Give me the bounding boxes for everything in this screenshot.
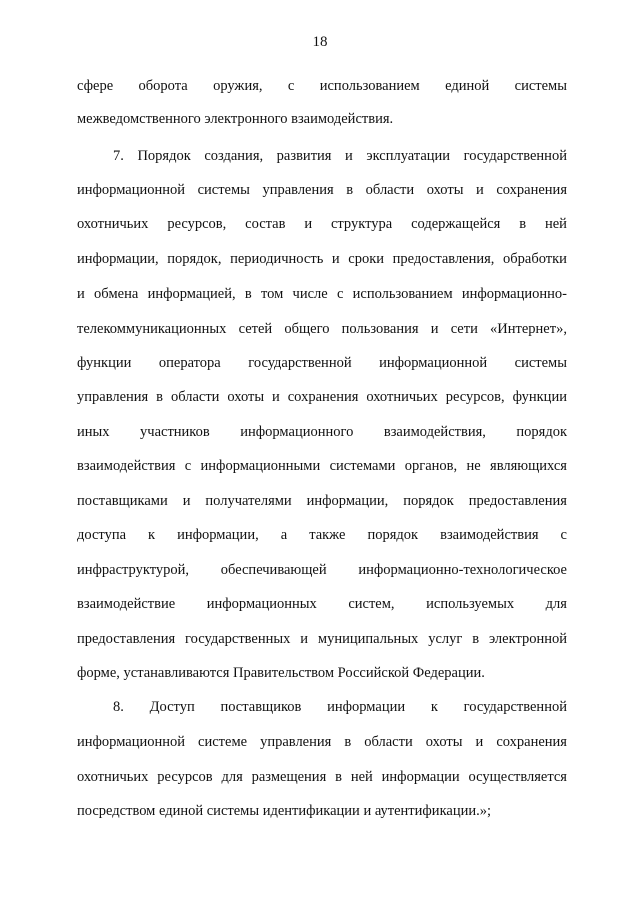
text-line-1: сфере оборота оружия, с использованием единой системы	[77, 78, 567, 94]
text-line-4: информационной системы управления в области охоты и сохранения	[77, 182, 567, 198]
text-line-10: управления в области охоты и сохранения охотничьих ресурсов, функции	[77, 389, 567, 405]
text-line-22: посредством единой системы идентификации и аутентификации.»;	[77, 803, 492, 819]
text-line-5: охотничьих ресурсов, состав и структура содержащейся в ней	[77, 216, 567, 232]
text-line-18: форме, устанавливаются Правительством Российской Федерации.	[77, 665, 485, 681]
text-line-16: взаимодействие информационных систем, используемых для	[77, 596, 567, 612]
text-line-14: доступа к информации, а также порядок взаимодействия с	[77, 527, 567, 543]
text-line-12: взаимодействия с информационными системами органов, не являющихся	[77, 458, 567, 474]
text-line-19: 8. Доступ поставщиков информации к государственной	[113, 699, 567, 715]
text-line-17: предоставления государственных и муниципальных услуг в электронной	[77, 631, 567, 647]
text-line-21: охотничьих ресурсов для размещения в ней информации осуществляется	[77, 769, 567, 785]
text-line-7: и обмена информацией, в том числе с использованием информационно-	[77, 286, 567, 302]
text-line-2: межведомственного электронного взаимодействия.	[77, 111, 394, 127]
page-number: 18	[312, 34, 328, 50]
text-line-20: информационной системе управления в области охоты и сохранения	[77, 734, 567, 750]
text-line-15: инфраструктурой, обеспечивающей информационно-технологическое	[77, 562, 567, 578]
text-line-11: иных участников информационного взаимодействия, порядок	[77, 424, 567, 440]
text-line-6: информации, порядок, периодичность и сроки предоставления, обработки	[77, 251, 567, 267]
text-line-8: телекоммуникационных сетей общего пользования и сети «Интернет»,	[77, 321, 567, 337]
text-line-9: функции оператора государственной информационной системы	[77, 355, 567, 371]
text-line-13: поставщиками и получателями информации, порядок предоставления	[77, 493, 567, 509]
text-line-3: 7. Порядок создания, развития и эксплуатации государственной	[113, 148, 567, 164]
